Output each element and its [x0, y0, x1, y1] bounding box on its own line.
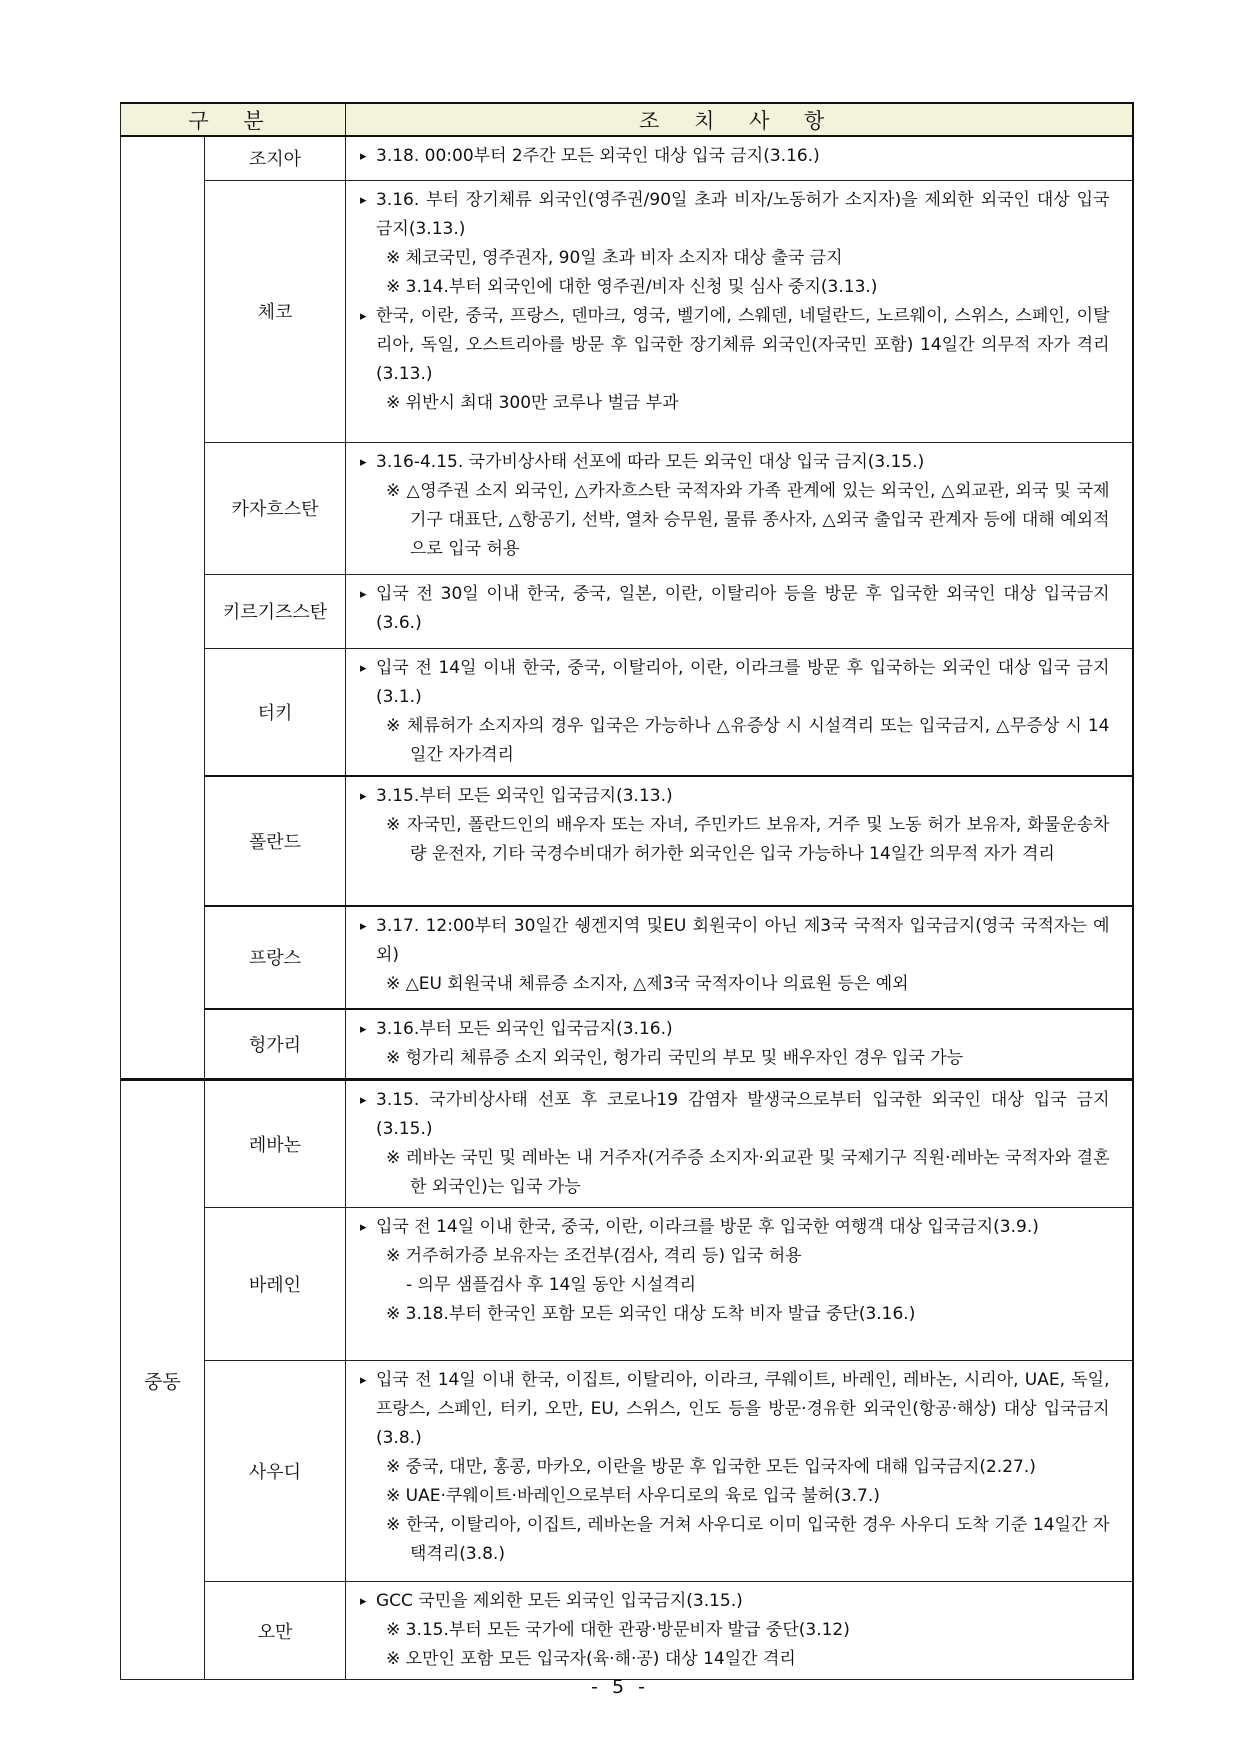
measures-cell: [346, 906, 1133, 1009]
note-line: ※ 중국, 대만, 홍콩, 마카오, 이란을 방문 후 입국한 모든 입국자에 대해 입국금지(2.27.): [386, 1457, 1036, 1477]
page-number: - 5 -: [591, 1676, 649, 1698]
bullet-line: ▸ 입국 전 14일 이내 한국, 중국, 이란, 이라크를 방문 후 입국한 여행객 대상 입국금지(3.9.): [360, 1213, 1110, 1242]
country-cell: 키르기즈스탄: [205, 574, 346, 648]
table-row: [121, 648, 1133, 776]
measures-cell: [346, 776, 1133, 906]
measures-cell: [346, 648, 1133, 776]
note-line: ※ 3.15.부터 모든 국가에 대한 관광·방문비자 발급 중단(3.12): [386, 1620, 850, 1640]
measures-cell: [346, 180, 1133, 442]
measures-cell: [346, 136, 1133, 180]
measures-cell: [346, 1361, 1133, 1582]
region-cell-middle-east: 중동: [121, 1080, 205, 1680]
country-cell: 헝가리: [205, 1009, 346, 1080]
table-row: [121, 1208, 1133, 1361]
measures-cell: [346, 1208, 1133, 1361]
measures-table: [120, 102, 1134, 1680]
measures-cell: [346, 1080, 1133, 1208]
bullet-line: ▸ 3.15.부터 모든 외국인 입국금지(3.13.): [360, 782, 1110, 811]
bullet-line: ▸ 3.16.부터 모든 외국인 입국금지(3.16.): [360, 1015, 1110, 1044]
table-row: [121, 906, 1133, 1009]
table-row: [121, 1080, 1133, 1208]
bullet-line: ▸ 3.16-4.15. 국가비상사태 선포에 따라 모든 외국인 대상 입국 금지(3.15.): [360, 448, 1110, 477]
measures-cell: [346, 1582, 1133, 1680]
bullet-line: ▸ 입국 전 14일 이내 한국, 중국, 이탈리아, 이란, 이라크를 방문 후 입국하는 외국인 대상 입국 금지(3.1.): [360, 654, 1110, 712]
country-cell: 프랑스: [205, 906, 346, 1009]
table-row: [121, 136, 1133, 180]
table-row: [121, 574, 1133, 648]
table-row: [121, 1361, 1133, 1582]
bullet-line: ▸ 입국 전 30일 이내 한국, 중국, 일본, 이란, 이탈리아 등을 방문 후 입국한 외국인 대상 입국금지(3.6.): [360, 580, 1110, 638]
note-line: ※ UAE·쿠웨이트·바레인으로부터 사우디로의 육로 입국 불허(3.7.): [386, 1486, 880, 1506]
table-row: [121, 442, 1133, 574]
note-line: ※ 헝가리 체류증 소지 외국인, 헝가리 국민의 부모 및 배우자인 경우 입국 가능: [386, 1047, 964, 1068]
country-cell: 사우디: [205, 1361, 346, 1582]
note-line: ※ △EU 회원국내 체류증 소지자, △제3국 국적자이나 의료원 등은 예외: [386, 973, 909, 994]
note-line: ※ 자국민, 폴란드인의 배우자 또는 자녀, 주민카드 보유자, 거주 및 노동 허가 보유자, 화물운송차량 운전자, 기타 국경수비대가 허가한 외국인은 입국 가능하나 14일간 의무적 자가 격리: [386, 814, 1110, 864]
bullet-line: ▸ 3.15. 국가비상사태 선포 후 코로나19 감염자 발생국으로부터 입국한 외국인 대상 입국 금지(3.15.): [360, 1086, 1110, 1144]
country-cell: 오만: [205, 1582, 346, 1680]
note-line: ※ 위반시 최대 300만 코루나 벌금 부과: [386, 392, 679, 413]
header-category: 구 분: [121, 103, 346, 136]
country-cell: 체코: [205, 180, 346, 442]
note-line: ※ 체코국민, 영주권자, 90일 초과 비자 소지자 대상 출국 금지: [386, 247, 843, 268]
note-line: ※ 한국, 이탈리아, 이집트, 레바논을 거쳐 사우디로 이미 입국한 경우 사우디 도착 기준 14일간 자택격리(3.8.): [386, 1515, 1110, 1564]
country-cell: 레바논: [205, 1080, 346, 1208]
table-row: [121, 776, 1133, 906]
country-cell: 폴란드: [205, 776, 346, 906]
country-cell: 바레인: [205, 1208, 346, 1361]
measures-cell: [346, 574, 1133, 648]
bullet-line: ▸ GCC 국민을 제외한 모든 외국인 입국금지(3.15.): [360, 1587, 1110, 1616]
bullet-line: ▸ 한국, 이란, 중국, 프랑스, 덴마크, 영국, 벨기에, 스웨덴, 네덜란드, 노르웨이, 스위스, 스페인, 이탈리아, 독일, 오스트리아를 방문 후 입국한 장기체류 외국인(자국민 포함) 14일간 의무적 자가 격리(3.13.): [360, 302, 1110, 389]
country-cell: 조지아: [205, 136, 346, 180]
note-line: ※ 3.18.부터 한국인 포함 모든 외국인 대상 도착 비자 발급 중단(3.16.): [386, 1304, 916, 1324]
measures-cell: [346, 1009, 1133, 1080]
note-line: ※ △영주권 소지 외국인, △카자흐스탄 국적자와 가족 관계에 있는 외국인, △외교관, 외국 및 국제기구 대표단, △항공기, 선박, 열차 승무원, 물류 종사자, △외국 출입국 관계자 등에 대해 예외적으로 입국 허용: [386, 480, 1110, 559]
note-line: ※ 체류허가 소지자의 경우 입국은 가능하나 △유증상 시 시설격리 또는 입국금지, △무증상 시 14일간 자가격리: [386, 715, 1110, 765]
bullet-line: ▸ 3.18. 00:00부터 2주간 모든 외국인 대상 입국 금지(3.16.): [360, 142, 1110, 171]
bullet-line: ▸ 3.16. 부터 장기체류 외국인(영주권/90일 초과 비자/노동허가 소지자)을 제외한 외국인 대상 입국금지(3.13.): [360, 186, 1110, 244]
header-measures: 조 치 사 항: [346, 103, 1133, 136]
note-line: ※ 오만인 포함 모든 입국자(육·해·공) 대상 14일간 격리: [386, 1649, 796, 1669]
bullet-line: ▸ 입국 전 14일 이내 한국, 이집트, 이탈리아, 이라크, 쿠웨이트, 바레인, 레바논, 시리아, UAE, 독일, 프랑스, 스페인, 터키, 오만, EU, 스위스, 인도 등을 방문·경유한 외국인(항공·해상) 대상 입국금지(3.8.): [360, 1366, 1110, 1453]
sub-line: - 의무 샘플검사 후 14일 동안 시설격리: [406, 1275, 697, 1295]
table-row: [121, 180, 1133, 442]
note-line: ※ 거주허가증 보유자는 조건부(검사, 격리 등) 입국 허용: [386, 1246, 802, 1266]
measures-cell: [346, 442, 1133, 574]
table-row: [121, 1582, 1133, 1680]
country-cell: 터키: [205, 648, 346, 776]
bullet-line: ▸ 3.17. 12:00부터 30일간 쉥겐지역 및EU 회원국이 아닌 제3국 국적자 입국금지(영국 국적자는 예외): [360, 912, 1110, 970]
note-line: ※ 3.14.부터 외국인에 대한 영주권/비자 신청 및 심사 중지(3.13.): [386, 276, 878, 297]
table-row: [121, 1009, 1133, 1080]
country-cell: 카자흐스탄: [205, 442, 346, 574]
region-cell-europe: [121, 136, 205, 1080]
note-line: ※ 레바논 국민 및 레바논 내 거주자(거주증 소지자·외교관 및 국제기구 직원·레바논 국적자와 결혼한 외국인)는 입국 가능: [386, 1148, 1110, 1197]
